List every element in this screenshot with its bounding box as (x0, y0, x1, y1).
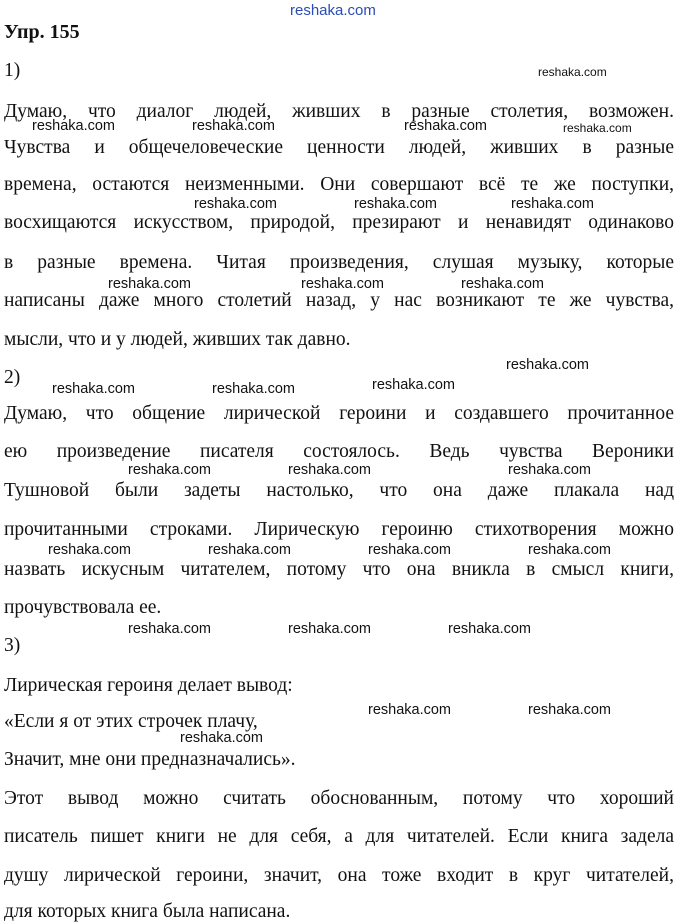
watermark: reshaka.com (508, 462, 592, 478)
watermark: reshaka.com (194, 196, 278, 212)
watermark: reshaka.com (128, 462, 212, 478)
section-1-line-6: написаны даже много столетий назад, у нас возникают те же чувства, (4, 290, 674, 311)
watermark: reshaka.com (506, 357, 590, 373)
section-1-line-3: времена, остаются неизменными. Они совершают всё те же поступки, (4, 174, 674, 195)
watermark: reshaka.com (180, 730, 264, 746)
watermark: reshaka.com (511, 196, 595, 212)
watermark: reshaka.com (461, 276, 545, 292)
watermark: reshaka.com (301, 276, 385, 292)
watermark: reshaka.com (108, 276, 192, 292)
section-2-line-6: прочувствовала ее. (4, 597, 162, 618)
section-1-number: 1) (4, 60, 21, 81)
section-1-line-2: Чувства и общечеловеческие ценности людей, живших в разные (4, 137, 674, 158)
watermark: reshaka.com (208, 542, 292, 558)
section-3-line-5: писатель пишет книги не для себя, а для читателей. Если книга задела (4, 826, 674, 847)
watermark: reshaka.com (52, 381, 136, 397)
watermark: reshaka.com (128, 621, 212, 637)
watermark: reshaka.com (528, 542, 612, 558)
section-2-line-2: ею произведение писателя состоялось. Ведь чувства Вероники (4, 441, 674, 462)
watermark: reshaka.com (404, 118, 488, 134)
watermark: reshaka.com (354, 196, 438, 212)
site-header-watermark: reshaka.com (290, 2, 376, 19)
section-2-line-4: прочитанными строками. Лирическую героиню стихотворения можно (4, 519, 674, 540)
watermark: reshaka.com (372, 377, 456, 393)
section-3-line-6: душу лирической героини, значит, она тоже входит в круг читателей, (4, 865, 674, 886)
section-1-line-4: восхищаются искусством, природой, презирают и ненавидят одинаково (4, 212, 674, 233)
exercise-title: Упр. 155 (4, 21, 80, 43)
section-3-line-1: Лирическая героиня делает вывод: (4, 675, 293, 696)
section-2-line-1: Думаю, что общение лирической героини и создавшего прочитанное (4, 403, 674, 424)
watermark: reshaka.com (192, 118, 276, 134)
section-3-line-3: Значит, мне они предназначались». (4, 749, 296, 770)
section-1-line-7: мысли, что и у людей, живших так давно. (4, 329, 351, 350)
watermark: reshaka.com (288, 462, 372, 478)
section-3-line-2: «Если я от этих строчек плачу, (4, 711, 258, 732)
watermark: reshaka.com (448, 621, 532, 637)
section-2-number: 2) (4, 367, 21, 388)
watermark: reshaka.com (538, 65, 607, 79)
watermark: reshaka.com (528, 702, 612, 718)
section-3-line-4: Этот вывод можно считать обоснованным, потому что хороший (4, 788, 674, 809)
watermark: reshaka.com (48, 542, 132, 558)
section-1-line-1: Думаю, что диалог людей, живших в разные столетия, возможен. (4, 101, 674, 122)
watermark: reshaka.com (563, 121, 632, 135)
section-2-line-3: Тушновой были задеты настолько, что она даже плакала над (4, 480, 674, 501)
watermark: reshaka.com (288, 621, 372, 637)
section-3-line-7: для которых книга была написана. (4, 901, 291, 922)
watermark: reshaka.com (368, 702, 452, 718)
section-2-line-5: назвать искусным читателем, потому что она вникла в смысл книги, (4, 559, 674, 580)
watermark: reshaka.com (212, 381, 296, 397)
section-1-line-5: в разные времена. Читая произведения, слушая музыку, которые (4, 252, 674, 273)
section-3-number: 3) (4, 635, 21, 656)
watermark: reshaka.com (32, 118, 116, 134)
watermark: reshaka.com (368, 542, 452, 558)
